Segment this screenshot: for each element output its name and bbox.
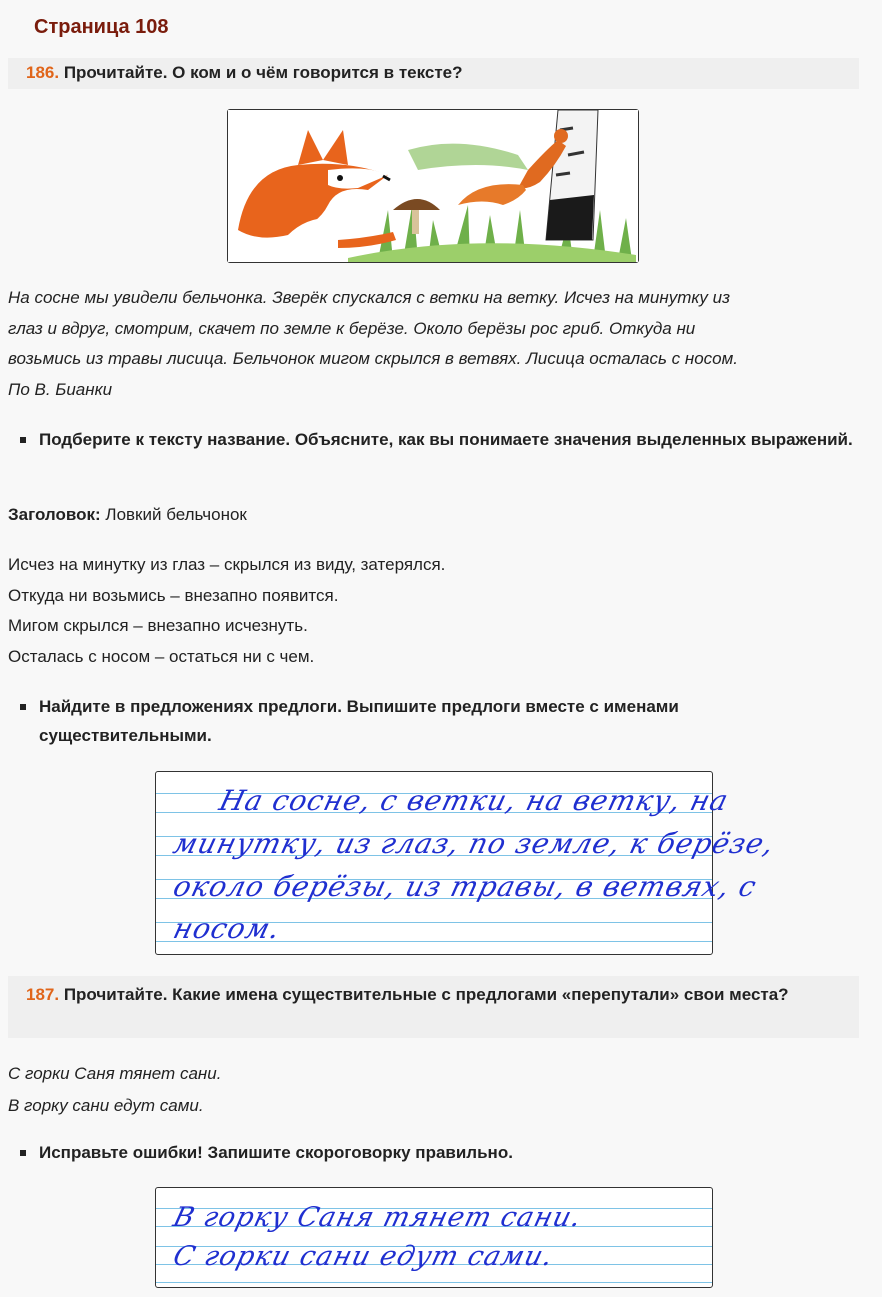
story-text — [8, 283, 868, 406]
task-187-text: Прочитайте. Какие имена существительные с предлогами «перепутали» свои места? — [63, 985, 789, 1004]
handwritten-line: около берёзы, из травы, в ветвях, с — [170, 870, 761, 903]
handwritten-answer-186 — [155, 771, 778, 955]
task-186-number: 186. — [26, 63, 60, 82]
task-186-header — [8, 58, 859, 89]
handwritten-line: носом. — [170, 912, 285, 945]
page-title: Страница 108 — [34, 16, 169, 38]
task-187-number: 187. — [26, 985, 60, 1004]
handwritten-line: В горку Саня тянет сани. — [170, 1202, 586, 1233]
task-187-header — [8, 976, 859, 1038]
story-line: глаз и вдруг, смотрим, скачет по земле к берёзе. Около берёзы рос гриб. Откуда ни — [8, 318, 696, 338]
tongue-twister — [8, 1058, 221, 1122]
meaning-item: Осталась с носом – остаться ни с чем. — [8, 647, 315, 667]
meaning-item: Откуда ни возьмись – внезапно появится. — [8, 585, 339, 605]
handwritten-line: С горки сани едут сами. — [170, 1241, 557, 1272]
handwritten-line: На сосне, с ветки, на ветку, на — [216, 784, 733, 817]
story-author: По В. Бианки — [8, 380, 113, 400]
meaning-item: Исчез на минутку из глаз – скрылся из виду, затерялся. — [8, 555, 446, 574]
task-187-bullet: Исправьте ошибки! Запишите скороговорку правильно. — [20, 1138, 799, 1167]
handwritten-answer-187 — [155, 1187, 713, 1288]
handwritten-line: минутку, из глаз, по земле, к берёзе, — [170, 827, 778, 860]
heading-answer — [8, 503, 247, 527]
poem-line: С горки Саня тянет сани. — [8, 1064, 222, 1083]
fox-squirrel-illustration — [227, 109, 639, 263]
story-line: возьмись из травы лисица. Бельчонок мигом скрылся в ветвях. Лисица осталась с носом. — [8, 349, 739, 369]
task-186-bullet-title: Подберите к тексту название. Объясните, как вы понимаете значения выделенных выражений. — [20, 425, 859, 454]
meaning-item: Мигом скрылся – внезапно исчезнуть. — [8, 616, 308, 636]
illustration-drawing — [228, 110, 638, 262]
story-line: На сосне мы увидели бельчонка. Зверёк спускался с ветки на ветку. Исчез на минутку из — [8, 288, 730, 307]
poem-line: В горку сани едут сами. — [8, 1096, 204, 1115]
task-186-bullet-prepositions: Найдите в предложениях предлоги. Выпишите предлоги вместе с именами существительными. — [20, 692, 799, 750]
heading-label: Заголовок: — [8, 505, 101, 524]
heading-value: Ловкий бельчонок — [105, 505, 247, 524]
expression-meanings — [8, 550, 445, 673]
task-186-text: Прочитайте. О ком и о чём говорится в тексте? — [63, 63, 463, 82]
